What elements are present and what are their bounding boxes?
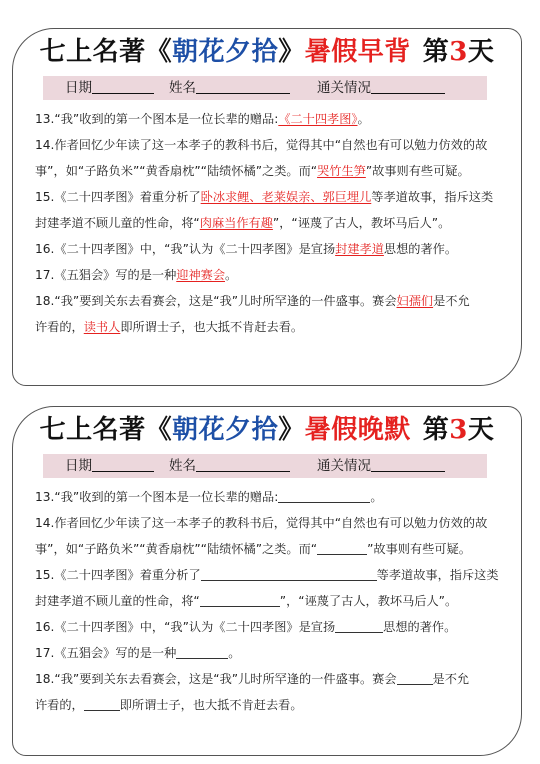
status-label: 通关情况 — [317, 80, 371, 96]
date-field[interactable] — [65, 76, 154, 100]
question-text: 18.“我”要到关东去看赛会，这是“我”儿时所罕逢的一件盛事。赛会 — [35, 294, 397, 308]
question-text: 14.作者回忆少年读了这一本孝子的教科书后，觉得其中“自然也有可以勉力仿效的故 — [35, 138, 488, 152]
title-book-name: 朝花夕拾 — [172, 37, 279, 67]
question-text: 16.《二十四孝图》中，“我”认为《二十四孝图》是宣扬 — [35, 620, 336, 634]
question-text: 15.《二十四孝图》着重分析了 — [35, 190, 201, 204]
question-13 — [35, 484, 515, 510]
info-bar — [43, 454, 487, 478]
question-text: 18.“我”要到关东去看赛会，这是“我”儿时所罕逢的一件盛事。赛会 — [35, 672, 397, 686]
answer-blank[interactable] — [317, 541, 367, 555]
question-text: 。 — [225, 268, 238, 282]
question-text: ”，“诬蔑了古人，教坏马后人”。 — [279, 594, 458, 608]
question-text: 等孝道故事，指斥这类 — [371, 190, 494, 204]
question-18-line1 — [35, 288, 515, 314]
question-14-line2 — [35, 158, 515, 184]
answer-text: 妇孺们 — [396, 294, 434, 308]
answer-blank[interactable] — [176, 645, 228, 659]
answer-blank[interactable] — [278, 489, 370, 503]
question-text: ”故事则有些可疑。 — [365, 164, 470, 178]
answer-text: 读书人 — [83, 320, 121, 334]
answer-text: 肉麻当作有趣 — [199, 216, 273, 230]
question-text: 事”，如“子路负米”“黄香扇枕”“陆绩怀橘”之类。而“ — [35, 164, 318, 178]
card-title — [13, 35, 521, 69]
question-text: 思想的著作。 — [383, 620, 457, 634]
date-label: 日期 — [65, 458, 92, 474]
name-label: 姓名 — [169, 80, 196, 96]
question-text: 许看的， — [35, 698, 84, 712]
question-18-line2 — [35, 692, 515, 718]
answer-text: 封建孝道 — [335, 242, 384, 256]
status-field[interactable] — [317, 76, 445, 100]
question-15-line1 — [35, 562, 515, 588]
question-text: 13.“我”收到的第一个图本是一位长辈的赠品: — [35, 112, 279, 126]
title-book-name: 朝花夕拾 — [172, 415, 279, 445]
answer-text: 哭竹生笋 — [317, 164, 366, 178]
question-text: 是不允 — [432, 672, 470, 686]
title-mode: 暑假晚默 — [304, 415, 411, 445]
question-text: 等孝道故事，指斥这类 — [376, 568, 499, 582]
question-17 — [35, 262, 515, 288]
question-text: 封建孝道不顾儿童的性命，将“ — [35, 216, 200, 230]
title-book-open: 《 — [145, 415, 173, 445]
status-field[interactable] — [317, 454, 445, 478]
question-text: 是不允 — [433, 294, 470, 308]
question-text: 事”，如“子路负米”“黄香扇枕”“陆绩怀橘”之类。而“ — [35, 542, 318, 556]
title-day-pre: 第 — [422, 37, 450, 67]
status-label: 通关情况 — [317, 458, 371, 474]
answer-blank[interactable] — [200, 593, 280, 607]
title-mode: 暑假早背 — [304, 37, 411, 67]
question-18-line2 — [35, 314, 515, 340]
status-blank[interactable] — [371, 456, 445, 472]
answer-text: 《二十四孝图》 — [278, 112, 358, 126]
title-book-close: 》 — [278, 415, 305, 445]
question-text: 16.《二十四孝图》中，“我”认为《二十四孝图》是宣扬 — [35, 242, 336, 256]
question-text: 即所谓士子，也大抵不肯赶去看。 — [120, 320, 304, 334]
question-text: ”，“诬蔑了古人，教坏马后人”。 — [272, 216, 451, 230]
question-text: 17.《五猖会》写的是一种 — [35, 646, 177, 660]
title-day-number: 3 — [449, 415, 468, 445]
card-title — [13, 413, 521, 447]
question-text: 14.作者回忆少年读了这一本孝子的教科书后，觉得其中“自然也有可以勉力仿效的故 — [35, 516, 488, 530]
title-book-open: 《 — [145, 37, 173, 67]
info-bar — [43, 76, 487, 100]
status-blank[interactable] — [371, 78, 445, 94]
question-18-line1 — [35, 666, 515, 692]
question-list — [35, 106, 515, 340]
question-text: 思想的著作。 — [383, 242, 458, 256]
answer-blank[interactable] — [335, 619, 383, 633]
question-17 — [35, 640, 515, 666]
question-text: 封建孝道不顾儿童的性命，将“ — [35, 594, 200, 608]
date-label: 日期 — [65, 80, 92, 96]
question-text: 。 — [357, 112, 370, 126]
name-field[interactable] — [169, 454, 290, 478]
morning-recite-card — [12, 28, 522, 386]
question-text: 13.“我”收到的第一个图本是一位长辈的赠品: — [35, 490, 279, 504]
question-14-line1 — [35, 510, 515, 536]
question-text: 即所谓士子，也大抵不肯赶去看。 — [119, 698, 303, 712]
date-field[interactable] — [65, 454, 154, 478]
question-14-line2 — [35, 536, 515, 562]
title-day-number: 3 — [449, 37, 468, 67]
question-15-line2 — [35, 588, 515, 614]
question-14-line1 — [35, 132, 515, 158]
name-blank[interactable] — [196, 456, 290, 472]
answer-blank[interactable] — [201, 567, 377, 581]
question-list — [35, 484, 515, 718]
title-prefix: 七上名著 — [39, 37, 146, 67]
question-13 — [35, 106, 515, 132]
date-blank[interactable] — [92, 78, 154, 94]
name-label: 姓名 — [169, 458, 196, 474]
question-text: 许看的， — [35, 320, 84, 334]
question-text: 17.《五猖会》写的是一种 — [35, 268, 177, 282]
date-blank[interactable] — [92, 456, 154, 472]
question-text: 15.《二十四孝图》着重分析了 — [35, 568, 201, 582]
question-16 — [35, 614, 515, 640]
question-15-line1 — [35, 184, 515, 210]
title-day-post: 天 — [467, 415, 495, 445]
answer-blank[interactable] — [84, 697, 120, 711]
question-text: 。 — [370, 490, 383, 504]
question-text: ”故事则有些可疑。 — [367, 542, 471, 556]
title-prefix: 七上名著 — [39, 415, 146, 445]
question-16 — [35, 236, 515, 262]
name-field[interactable] — [169, 76, 290, 100]
title-book-close: 》 — [278, 37, 305, 67]
title-day-post: 天 — [467, 37, 495, 67]
answer-text: 卧冰求鲤、老莱娱亲、郭巨埋儿 — [200, 190, 372, 204]
answer-blank[interactable] — [397, 671, 433, 685]
name-blank[interactable] — [196, 78, 290, 94]
question-text: 。 — [228, 646, 241, 660]
answer-text: 迎神赛会 — [176, 268, 226, 282]
question-15-line2 — [35, 210, 515, 236]
evening-dictation-card — [12, 406, 522, 756]
title-day-pre: 第 — [422, 415, 450, 445]
